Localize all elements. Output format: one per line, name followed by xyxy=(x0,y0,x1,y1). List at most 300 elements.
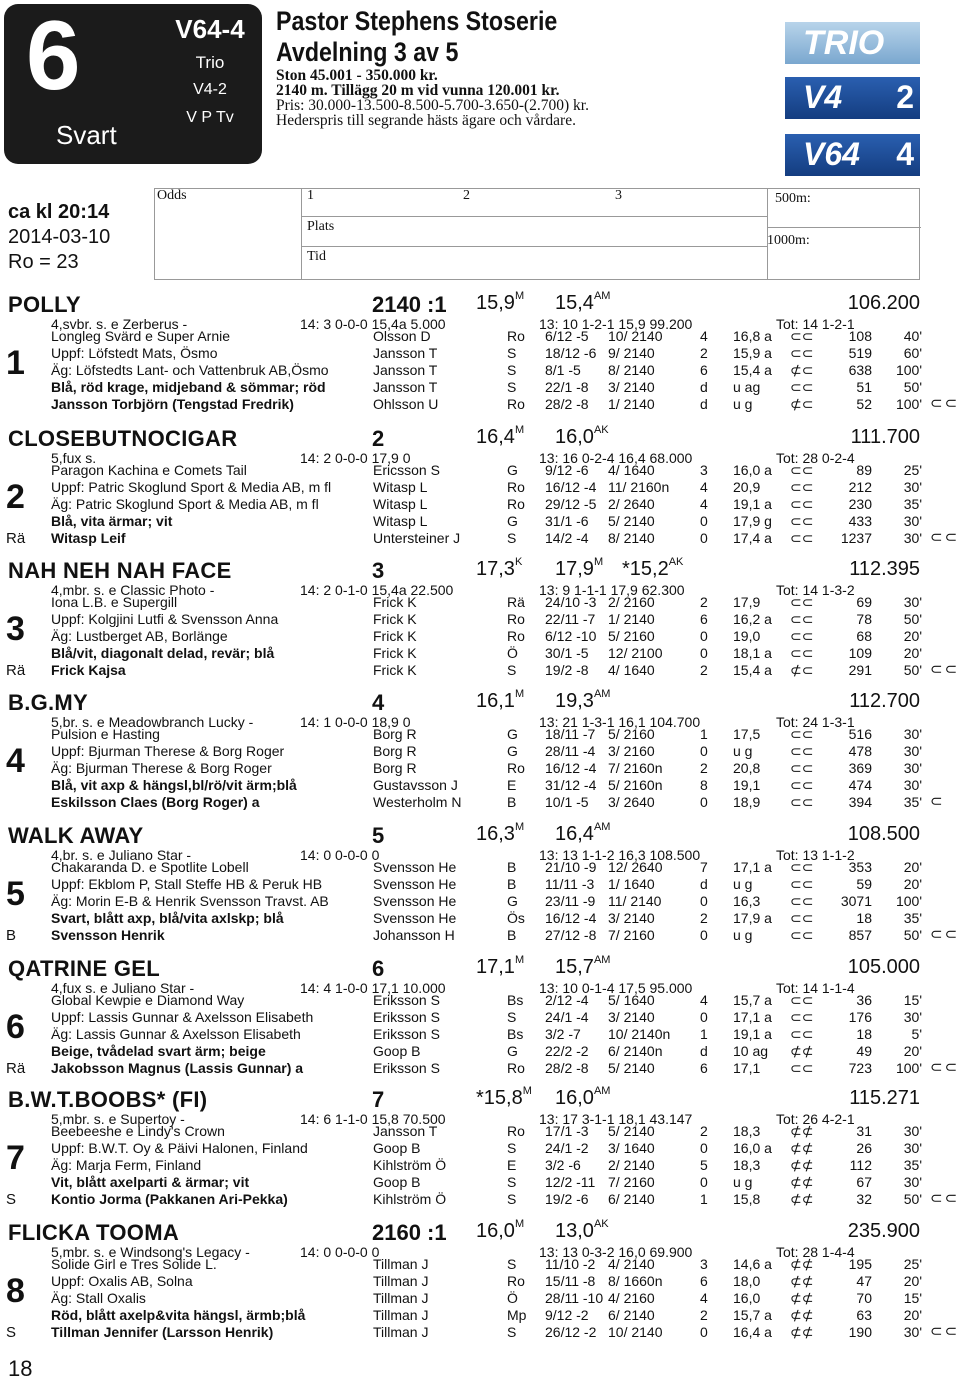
history-cell: S xyxy=(507,1191,517,1207)
horse-distance: 4 xyxy=(372,690,385,715)
horse-stats-total: Tot: 28 1-4-4 xyxy=(776,1244,855,1260)
history-cell: E xyxy=(507,1157,517,1173)
history-cell: 36 xyxy=(856,992,872,1008)
history-cell: Ohlsson U xyxy=(373,396,439,412)
horse-stats-2013: 13: 10 1-2-1 15,9 99.200 xyxy=(539,316,693,332)
history-cell: 19,1 xyxy=(733,777,761,793)
history-cell: 18,3 xyxy=(733,1157,761,1173)
history-cell: 14/2 -4 xyxy=(545,530,589,546)
horse-distance: 3 xyxy=(372,558,385,583)
history-row xyxy=(0,1060,960,1077)
history-row xyxy=(0,726,960,743)
history-cell: 17,9 a xyxy=(733,910,772,926)
history-cell: Bs xyxy=(507,992,524,1008)
horse-earnings: 105.000 xyxy=(847,956,920,978)
history-cell: d xyxy=(700,379,708,395)
history-cell: 109 xyxy=(848,645,872,661)
horse-stats-2013: 13: 9 1-1-1 17,9 62.300 xyxy=(539,582,685,598)
history-cell: Beige, tvådelad svart ärm; beige xyxy=(51,1043,266,1059)
history-cell: 723 xyxy=(848,1060,872,1076)
history-cell: Ö xyxy=(507,645,518,661)
history-cell: 22/1 -8 xyxy=(545,379,589,395)
history-row xyxy=(0,1043,960,1060)
history-cell: 20' xyxy=(903,628,922,644)
race-honor: Hederspris till segrande hästs ägare och vårdare. xyxy=(276,112,576,129)
history-row xyxy=(0,1273,960,1290)
history-cell: 40' xyxy=(903,328,922,344)
horse-stats-2013: 13: 13 1-1-2 16,3 108.500 xyxy=(539,847,701,863)
history-row xyxy=(0,513,960,530)
history-cell: 8/ 2140 xyxy=(608,362,655,378)
history-cell: u ag xyxy=(733,379,761,395)
history-cell: 394 xyxy=(848,794,872,810)
history-cell: 31/12 -4 xyxy=(545,777,597,793)
shoe-info: S xyxy=(6,1191,17,1208)
history-cell: ⊂⊂ xyxy=(790,893,814,909)
col-2-label: 2 xyxy=(463,188,470,203)
history-cell: 5/ 2160n xyxy=(608,777,663,793)
history-cell: Frick K xyxy=(373,662,417,678)
history-cell: Kihlström Ö xyxy=(373,1157,447,1173)
horse-stats-2014: 14: 6 1-1-0 15,8 70.500 xyxy=(300,1111,446,1127)
horse-name: CLOSEBUTNOCIGAR xyxy=(8,426,238,451)
history-cell: S xyxy=(507,362,517,378)
col-1-label: 1 xyxy=(307,188,314,203)
history-cell: ⊂⊂ xyxy=(790,1026,814,1042)
history-cell: ⊄⊄ xyxy=(790,1123,814,1139)
history-cell: ⊄⊄ xyxy=(790,1043,814,1059)
history-cell: Global Kewpie e Diamond Way xyxy=(51,992,245,1008)
history-cell: 100' xyxy=(895,893,922,909)
history-cell: 6 xyxy=(700,1060,708,1076)
history-cell: Uppf: Löfstedt Mats, Ösmo xyxy=(51,345,218,361)
history-row xyxy=(0,1191,960,1208)
history-cell: 10/ 2140 xyxy=(608,1324,663,1340)
history-cell: 19/2 -8 xyxy=(545,662,589,678)
history-cell: Ro xyxy=(507,760,525,776)
history-cell: 16,8 a xyxy=(733,328,772,344)
history-cell: Ro xyxy=(507,1273,525,1289)
history-cell: 29/12 -5 xyxy=(545,496,597,512)
history-cell: Svart, blått axp, blå/vita axlskp; blå xyxy=(51,910,284,926)
history-cell: Ös xyxy=(507,910,525,926)
history-cell: Eriksson S xyxy=(373,1060,440,1076)
history-row xyxy=(0,1026,960,1043)
history-cell: 19,1 a xyxy=(733,496,772,512)
history-cell: ⊂⊂ xyxy=(790,328,814,344)
history-cell: Uppf: B.W.T. Oy & Päivi Halonen, Finland xyxy=(51,1140,308,1156)
race-division: Avdelning 3 av 5 xyxy=(276,37,459,67)
history-cell: 6/ 2140n xyxy=(608,1043,663,1059)
history-cell: 19,1 a xyxy=(733,1026,772,1042)
history-cell: u g xyxy=(733,743,753,759)
history-cell: 19/2 -6 xyxy=(545,1191,589,1207)
race-title: Pastor Stephens Stoserie xyxy=(276,6,558,36)
history-cell: 23/11 -9 xyxy=(545,893,596,909)
history-cell: Frick K xyxy=(373,611,417,627)
history-row xyxy=(0,479,960,496)
history-row xyxy=(0,992,960,1009)
shoe-info: S xyxy=(6,1324,17,1341)
history-cell: 4/ 1640 xyxy=(608,462,655,478)
history-cell: 11/ 2160n xyxy=(608,479,670,495)
history-cell: 433 xyxy=(848,513,872,529)
history-row xyxy=(0,1174,960,1191)
horse-record-2: $15,4^{AM}$ xyxy=(555,290,611,314)
history-cell: 291 xyxy=(848,662,872,678)
history-row xyxy=(0,530,960,547)
history-cell: 1/ 2140 xyxy=(608,611,655,627)
horse-stats-total: Tot: 26 4-2-1 xyxy=(776,1111,855,1127)
history-cell: 11/ 2140 xyxy=(608,893,662,909)
history-cell: S xyxy=(507,530,517,546)
history-cell: 30' xyxy=(903,1140,922,1156)
horse-stats-total: Tot: 14 1-3-2 xyxy=(776,582,855,598)
history-cell: Ro xyxy=(507,1123,525,1139)
history-cell: ⊄⊄ xyxy=(790,1290,814,1306)
history-cell: 24/1 -4 xyxy=(545,1009,589,1025)
history-row xyxy=(0,876,960,893)
history-cell: Uppf: Patric Skoglund Sport & Media AB, m fl xyxy=(51,479,332,495)
history-cell: 2 xyxy=(700,1123,708,1139)
history-cell: ⊂⊂ xyxy=(790,594,814,610)
history-row xyxy=(0,1324,960,1341)
history-cell: Svensson Henrik xyxy=(51,927,165,943)
history-cell: S xyxy=(507,1009,517,1025)
history-cell: 4 xyxy=(700,1290,708,1306)
history-cell: 35' xyxy=(903,496,922,512)
history-row xyxy=(0,1307,960,1324)
odds-grid xyxy=(154,188,920,280)
start-ro: Ro = 23 xyxy=(8,251,79,273)
race-color: Svart xyxy=(56,120,117,150)
history-cell: 0 xyxy=(700,530,708,546)
history-cell: 230 xyxy=(848,496,872,512)
horse-earnings: 115.271 xyxy=(849,1087,920,1109)
history-row xyxy=(0,379,960,396)
history-cell: 8/ 1660n xyxy=(608,1273,663,1289)
history-cell: ⊂⊂ xyxy=(790,1009,814,1025)
history-cell: 10/1 -5 xyxy=(545,794,589,810)
history-cell: 20,9 xyxy=(733,479,761,495)
history-cell: Uppf: Bjurman Therese & Borg Roger xyxy=(51,743,285,759)
history-cell: 30' xyxy=(903,479,922,495)
history-cell: ⊂⊂ xyxy=(790,760,814,776)
history-cell: 3/ 2140 xyxy=(608,910,655,926)
history-cell: Jansson T xyxy=(373,362,438,378)
horse-record-1: $16,0^M$ xyxy=(476,1218,525,1242)
horse-stats-2013: 13: 16 0-2-4 16,4 68.000 xyxy=(539,450,693,466)
history-row xyxy=(0,462,960,479)
history-row xyxy=(0,662,960,679)
history-cell: 15,4 a xyxy=(733,362,772,378)
horse-info: 4,mbr. s. e Classic Photo - xyxy=(51,582,215,598)
history-cell: 17,1 xyxy=(733,1060,761,1076)
horse-stats-total: Tot: 13 1-1-2 xyxy=(776,847,855,863)
history-cell: ⊄⊄ xyxy=(790,1256,814,1272)
history-cell: 0 xyxy=(700,1009,708,1025)
history-cell: 63 xyxy=(856,1307,872,1323)
history-cell: 5/ 2140 xyxy=(608,513,655,529)
history-cell: 2/12 -4 xyxy=(545,992,589,1008)
history-row xyxy=(0,910,960,927)
horse-stats-2013: 13: 10 0-1-4 17,5 95.000 xyxy=(539,980,693,996)
history-cell: 16/12 -4 xyxy=(545,910,597,926)
history-cell: Westerholm N xyxy=(373,794,462,810)
history-cell: Äg: Morin E-B & Henrik Svensson Travst. AB xyxy=(51,893,329,909)
game-label-3: V4-2 xyxy=(193,81,227,98)
history-cell: ⊄⊄ xyxy=(790,1307,814,1323)
race-class: Ston 45.001 - 350.000 kr. xyxy=(276,67,438,84)
history-cell: 27/12 -8 xyxy=(545,927,597,943)
history-cell: Ro xyxy=(507,628,525,644)
history-row xyxy=(0,362,960,379)
v64-logo: V64 4 xyxy=(785,134,920,176)
history-cell: S xyxy=(507,1174,517,1190)
history-cell: 478 xyxy=(848,743,872,759)
history-cell: 18/11 -7 xyxy=(545,726,596,742)
start-time: ca kl 20:14 xyxy=(8,201,110,223)
history-cell: 2/ 2140 xyxy=(608,1157,655,1173)
history-cell: ⊂⊂ xyxy=(790,910,814,926)
shoe-icon: ⊂ xyxy=(930,793,945,810)
history-cell: 9/12 -6 xyxy=(545,462,589,478)
history-cell: Äg: Lustberget AB, Borlänge xyxy=(51,628,228,644)
history-cell: B xyxy=(507,927,517,943)
history-cell: Ericsson S xyxy=(373,462,440,478)
history-cell: Ro xyxy=(507,496,525,512)
horse-distance: 7 xyxy=(372,1087,385,1112)
history-cell: 25' xyxy=(903,1256,922,1272)
history-row xyxy=(0,927,960,944)
history-cell: B xyxy=(507,794,517,810)
horse-stats-2014: 14: 1 0-0-0 18,9 0 xyxy=(300,714,411,730)
history-cell: B xyxy=(507,876,517,892)
history-cell: G xyxy=(507,1043,518,1059)
history-cell: 5/ 2140 xyxy=(608,1123,655,1139)
history-cell: Longleg Svärd e Super Arnie xyxy=(51,328,231,344)
history-cell: Blå, vita ärmar; vit xyxy=(51,513,173,529)
history-cell: 0 xyxy=(700,743,708,759)
history-cell: S xyxy=(507,1256,517,1272)
history-cell: 3/2 -7 xyxy=(545,1026,581,1042)
history-row xyxy=(0,1290,960,1307)
history-cell: Svensson He xyxy=(373,876,457,892)
horse-name: NAH NEH NAH FACE xyxy=(8,558,232,583)
history-cell: 11/10 -2 xyxy=(545,1256,596,1272)
history-cell: Frick K xyxy=(373,645,417,661)
history-cell: 17,5 xyxy=(733,726,761,742)
history-row xyxy=(0,1140,960,1157)
history-cell: 7/ 2160 xyxy=(608,927,655,943)
shoe-icon: ⊂⊂ xyxy=(930,1190,960,1207)
history-cell: ⊄⊄ xyxy=(790,1191,814,1207)
history-cell: ⊄⊂ xyxy=(790,362,814,378)
history-row xyxy=(0,594,960,611)
shoe-icon: ⊂⊂ xyxy=(930,395,960,412)
history-cell: 4/ 1640 xyxy=(608,662,655,678)
history-cell: ⊂⊂ xyxy=(790,628,814,644)
history-cell: 2/ 2640 xyxy=(608,496,655,512)
history-cell: 50' xyxy=(903,927,922,943)
history-cell: 5/ 2140 xyxy=(608,1060,655,1076)
history-cell: 112 xyxy=(849,1157,872,1173)
history-cell: 2/ 2160 xyxy=(608,594,655,610)
history-cell: Goop B xyxy=(373,1174,421,1190)
history-cell: 0 xyxy=(700,513,708,529)
history-cell: 49 xyxy=(856,1043,872,1059)
history-cell: Goop B xyxy=(373,1043,421,1059)
horse-stats-2014: 14: 2 0-1-0 15,4a 22.500 xyxy=(300,582,454,598)
history-cell: 3/ 2160 xyxy=(608,743,655,759)
history-cell: Borg R xyxy=(373,760,417,776)
history-cell: 22/11 -7 xyxy=(545,611,596,627)
horse-name: WALK AWAY xyxy=(8,823,144,848)
history-cell: 16,0 a xyxy=(733,462,772,478)
history-cell: Pulsion e Hasting xyxy=(51,726,160,742)
history-cell: 6/12 -5 xyxy=(545,328,589,344)
history-cell: 5 xyxy=(700,1157,708,1173)
horse-distance: 2160 :1 xyxy=(372,1220,447,1245)
history-cell: Jansson T xyxy=(373,1123,438,1139)
history-cell: 16,2 a xyxy=(733,611,772,627)
horse-record-1: $16,4^M$ xyxy=(476,424,525,448)
horse-name: QATRINE GEL xyxy=(8,956,161,981)
race-number-block xyxy=(4,0,262,164)
race-prizes: Pris: 30.000-13.500-8.500-5.700-3.650-(2.700) kr. xyxy=(276,97,589,114)
history-cell: Äg: Löfstedts Lant- och Vattenbruk AB,Ösmo xyxy=(51,362,329,378)
history-cell: 7/ 2160 xyxy=(608,1174,655,1190)
history-cell: 20' xyxy=(903,859,922,875)
history-cell: 30' xyxy=(903,1174,922,1190)
history-cell: 30' xyxy=(903,1009,922,1025)
history-cell: Witasp Leif xyxy=(51,530,126,546)
horse-name: B.G.MY xyxy=(8,690,89,715)
history-cell: 6/12 -10 xyxy=(545,628,597,644)
history-cell: 22/2 -2 xyxy=(545,1043,589,1059)
history-cell: 15,7 a xyxy=(733,1307,772,1323)
history-cell: S xyxy=(507,1140,517,1156)
history-cell: 16,4 a xyxy=(733,1324,772,1340)
history-cell: ⊂⊂ xyxy=(790,726,814,742)
history-cell: 2 xyxy=(700,760,708,776)
horse-record-1: $16,1^M$ xyxy=(476,688,525,712)
history-cell: Frick Kajsa xyxy=(51,662,126,678)
history-cell: 6 xyxy=(700,611,708,627)
history-cell: 4/ 2140 xyxy=(608,1256,655,1272)
history-row xyxy=(0,645,960,662)
history-cell: ⊂⊂ xyxy=(790,859,814,875)
history-cell: 1 xyxy=(700,1191,708,1207)
race-header xyxy=(276,6,603,128)
start-number: 2 xyxy=(6,478,25,516)
history-cell: 1/ 1640 xyxy=(608,876,655,892)
history-cell: Kihlström Ö xyxy=(373,1191,447,1207)
history-cell: 212 xyxy=(848,479,872,495)
history-cell: Uppf: Kolgjini Lutfi & Svensson Anna xyxy=(51,611,279,627)
history-cell: 32 xyxy=(856,1191,872,1207)
history-cell: 1/ 2140 xyxy=(608,396,655,412)
history-cell: S xyxy=(507,379,517,395)
history-cell: 0 xyxy=(700,1174,708,1190)
history-cell: 100' xyxy=(895,1060,922,1076)
history-cell: Svensson He xyxy=(373,910,457,926)
history-cell: Blå, vit axp & hängsl,bl/rö/vit ärm;blå xyxy=(51,777,297,793)
horse-record-1: $*15,8^M$ xyxy=(476,1085,532,1109)
history-cell: 70 xyxy=(856,1290,872,1306)
history-row xyxy=(0,628,960,645)
horse-stats-2014: 14: 4 1-0-0 17,1 10.000 xyxy=(300,980,446,996)
history-cell: Svensson He xyxy=(373,893,457,909)
horse-stats-total: Tot: 24 1-3-1 xyxy=(776,714,855,730)
history-cell: Blå/vit, diagonalt delad, revär; blå xyxy=(51,645,275,661)
history-cell: 35' xyxy=(903,910,922,926)
history-cell: Goop B xyxy=(373,1140,421,1156)
history-cell: Olsson D xyxy=(373,328,431,344)
history-cell: 6 xyxy=(700,1273,708,1289)
history-cell: 17,9 g xyxy=(733,513,772,529)
shoe-icon: ⊂⊂ xyxy=(930,926,960,943)
history-cell: 89 xyxy=(856,462,872,478)
horse-record-2: $13,0^{AK}$ xyxy=(555,1218,609,1242)
history-cell: 3 xyxy=(700,462,708,478)
horse-name: POLLY xyxy=(8,292,81,317)
col-3-label: 3 xyxy=(615,188,622,203)
500m-label: 500m: xyxy=(775,191,811,206)
history-cell: Eriksson S xyxy=(373,1009,440,1025)
history-cell: 67 xyxy=(856,1174,872,1190)
history-cell: 10 ag xyxy=(733,1043,769,1059)
history-cell: 2 xyxy=(700,910,708,926)
history-cell: 195 xyxy=(848,1256,872,1272)
history-cell: 28/11 -10 xyxy=(545,1290,604,1306)
1000m-label: 1000m: xyxy=(767,233,810,248)
history-cell: 10/ 2140n xyxy=(608,1026,671,1042)
history-cell: Witasp L xyxy=(373,479,428,495)
history-cell: 50' xyxy=(903,379,922,395)
history-cell: ⊂⊂ xyxy=(790,462,814,478)
history-cell: 516 xyxy=(848,726,872,742)
horse-stats-2013: 13: 21 1-3-1 16,1 104.700 xyxy=(539,714,701,730)
history-cell: Johansson H xyxy=(373,927,455,943)
history-cell: Äg: Marja Ferm, Finland xyxy=(51,1157,202,1173)
history-cell: 15' xyxy=(903,992,922,1008)
history-cell: G xyxy=(507,893,518,909)
history-cell: Eskilsson Claes (Borg Roger) a xyxy=(51,794,260,810)
history-cell: d xyxy=(700,876,708,892)
game-logos xyxy=(785,22,925,172)
history-cell: ⊂⊂ xyxy=(790,530,814,546)
history-cell: Kontio Jorma (Pakkanen Ari-Pekka) xyxy=(51,1191,288,1207)
start-info xyxy=(8,200,110,275)
history-cell: 30' xyxy=(903,530,922,546)
history-cell: Uppf: Oxalis AB, Solna xyxy=(51,1273,193,1289)
history-cell: Ro xyxy=(507,611,525,627)
history-cell: ⊂⊂ xyxy=(790,927,814,943)
history-cell: Paragon Kachina e Comets Tail xyxy=(51,462,247,478)
horse-stats-total: Tot: 28 0-2-4 xyxy=(776,450,855,466)
history-cell: 474 xyxy=(848,777,872,793)
history-cell: 2 xyxy=(700,345,708,361)
history-cell: Solide Girl e Tres Solide L. xyxy=(51,1256,217,1272)
history-cell: ⊂⊂ xyxy=(790,345,814,361)
history-cell: Äg: Stall Oxalis xyxy=(51,1290,146,1306)
history-cell: Tillman Jennifer (Larsson Henrik) xyxy=(51,1324,274,1340)
history-cell: 0 xyxy=(700,794,708,810)
horse-stats-total: Tot: 14 1-2-1 xyxy=(776,316,855,332)
history-cell: 18,9 xyxy=(733,794,761,810)
shoe-info: Rä xyxy=(6,530,26,547)
